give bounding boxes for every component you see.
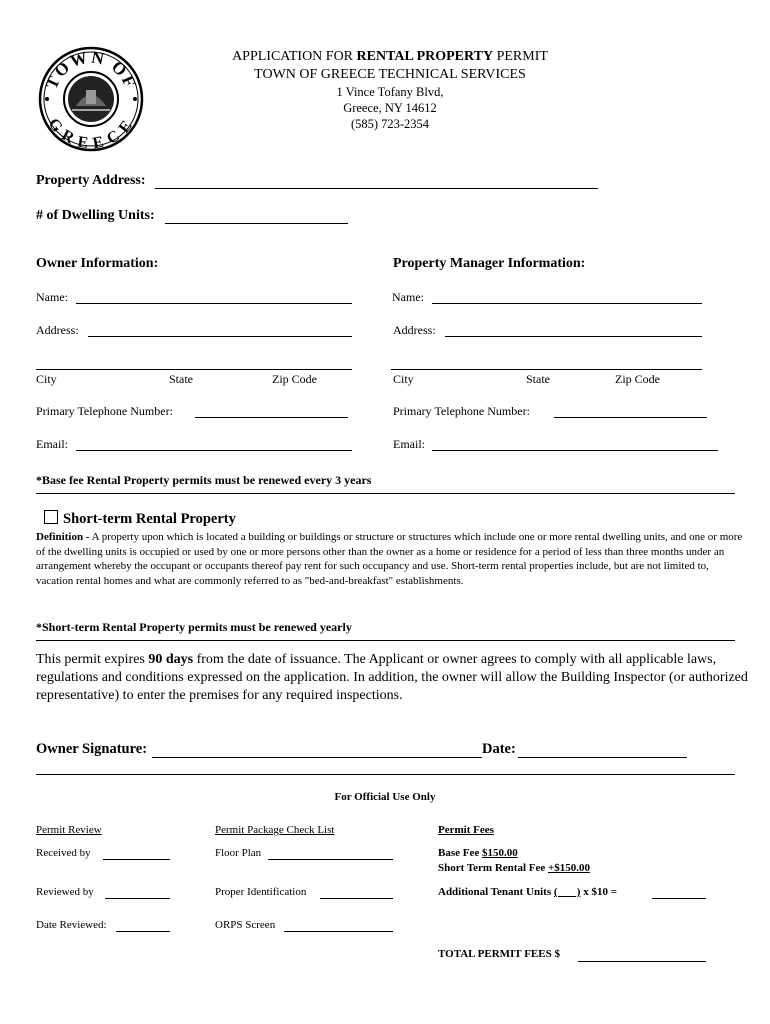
total-fees-label: TOTAL PERMIT FEES $ [438, 948, 560, 960]
department-name: TOWN OF GREECE TECHNICAL SERVICES [254, 67, 526, 82]
manager-name-label: Name: [392, 290, 424, 304]
manager-city-state-zip-field[interactable] [391, 369, 702, 370]
owner-city-state-zip-field[interactable] [36, 369, 352, 370]
received-by-label: Received by [36, 847, 91, 859]
short-term-title: Short-term Rental Property [63, 511, 236, 527]
manager-address-field[interactable] [445, 336, 702, 337]
owner-address-field[interactable] [88, 336, 352, 337]
received-by-field[interactable] [103, 859, 170, 860]
manager-phone-label: Primary Telephone Number: [393, 404, 530, 418]
base-fee-line: Base Fee $150.00 [438, 847, 518, 859]
owner-address-label: Address: [36, 323, 79, 337]
permit-review-heading: Permit Review [36, 824, 102, 836]
dwelling-units-field[interactable] [165, 223, 348, 224]
owner-phone-field[interactable] [195, 417, 348, 418]
base-fee-note: *Base fee Rental Property permits must be renewed every 3 years [36, 473, 372, 487]
permit-expiry-text: This permit expires 90 days from the date of issuance. The Applicant or owner agrees to comply with all applicable laws, regulations and conditions expressed on the application. In addition, the owner will allow the Building Inspector (or authorized representative) to enter the premises for any required inspections. [36, 652, 748, 703]
owner-state-label: State [169, 372, 193, 386]
owner-name-label: Name: [36, 290, 68, 304]
manager-info-heading: Property Manager Information: [393, 256, 586, 271]
date-label: Date: [482, 741, 516, 757]
date-reviewed-label: Date Reviewed: [36, 919, 107, 931]
owner-signature-field[interactable] [152, 757, 482, 758]
address-line-1: 1 Vince Tofany Blvd, [336, 85, 444, 99]
property-address-field[interactable] [155, 188, 598, 189]
manager-name-field[interactable] [432, 303, 702, 304]
divider [36, 493, 735, 494]
official-use-heading: For Official Use Only [334, 791, 436, 803]
proper-id-label: Proper Identification [215, 886, 307, 898]
manager-email-field[interactable] [432, 450, 718, 451]
floor-plan-label: Floor Plan [215, 847, 262, 859]
owner-signature-label: Owner Signature: [36, 741, 148, 757]
owner-info-heading: Owner Information: [36, 256, 159, 271]
date-field[interactable] [518, 757, 687, 758]
short-term-checkbox[interactable] [44, 510, 58, 524]
short-term-renewal-note: *Short-term Rental Property permits must be renewed yearly [36, 620, 352, 634]
definition-text: A property upon which is located a building or buildings or structure or structures which include one or more rental dwelling units, and one or more of the dwelling units is occupied or used by one or more persons other than the owner as a home or residence for a period of less than three months under an arrangement whereby the occupant or occupants thereof pay rent for such occupancy and use. Short-term rental properties include, but are not limited to, vacation rental homes and what are commonly referred to as "bed-and-breakfast" establishments. [36, 531, 743, 587]
manager-zip-label: Zip Code [615, 372, 660, 386]
additional-units-count-field[interactable]: ( ) [553, 886, 581, 898]
short-term-fee-amount: +$150.00 [547, 862, 591, 874]
reviewed-by-label: Reviewed by [36, 886, 94, 898]
town-seal [38, 46, 144, 152]
checklist-heading: Permit Package Check List [215, 824, 335, 836]
address-line-2: Greece, NY 14612 [343, 101, 437, 115]
divider [36, 640, 735, 641]
additional-units-total-field[interactable] [652, 898, 706, 899]
orps-screen-label: ORPS Screen [215, 919, 276, 931]
orps-screen-field[interactable] [284, 931, 393, 932]
seal-top-text: TOWN OF [41, 47, 141, 92]
short-term-rental-option[interactable] [44, 510, 236, 528]
owner-city-label: City [36, 372, 57, 386]
short-term-fee-line: Short Term Rental Fee +$150.00 [438, 862, 591, 874]
dwelling-units-label: # of Dwelling Units: [36, 208, 155, 223]
total-fees-field[interactable] [578, 961, 706, 962]
owner-email-field[interactable] [76, 450, 352, 451]
owner-zip-label: Zip Code [272, 372, 317, 386]
manager-city-label: City [393, 372, 414, 386]
floor-plan-field[interactable] [268, 859, 393, 860]
manager-state-label: State [526, 372, 550, 386]
additional-units-line: Additional Tenant Units ( ) x $10 = [438, 886, 617, 898]
definition-label: Definition - [36, 531, 90, 543]
property-address-label: Property Address: [36, 173, 146, 188]
manager-address-label: Address: [393, 323, 436, 337]
divider [36, 774, 735, 775]
base-fee-amount: $150.00 [481, 847, 518, 859]
owner-name-field[interactable] [76, 303, 352, 304]
date-reviewed-field[interactable] [116, 931, 170, 932]
phone-number: (585) 723-2354 [350, 117, 430, 131]
proper-id-field[interactable] [320, 898, 393, 899]
owner-phone-label: Primary Telephone Number: [36, 404, 173, 418]
short-term-definition [36, 530, 746, 588]
manager-email-label: Email: [393, 437, 425, 451]
form-title: APPLICATION FOR RENTAL PROPERTY PERMIT [232, 49, 548, 64]
manager-phone-field[interactable] [554, 417, 707, 418]
seal-bottom-text: GREECE [44, 115, 138, 152]
permit-fees-heading: Permit Fees [438, 824, 494, 836]
owner-email-label: Email: [36, 437, 68, 451]
reviewed-by-field[interactable] [105, 898, 170, 899]
